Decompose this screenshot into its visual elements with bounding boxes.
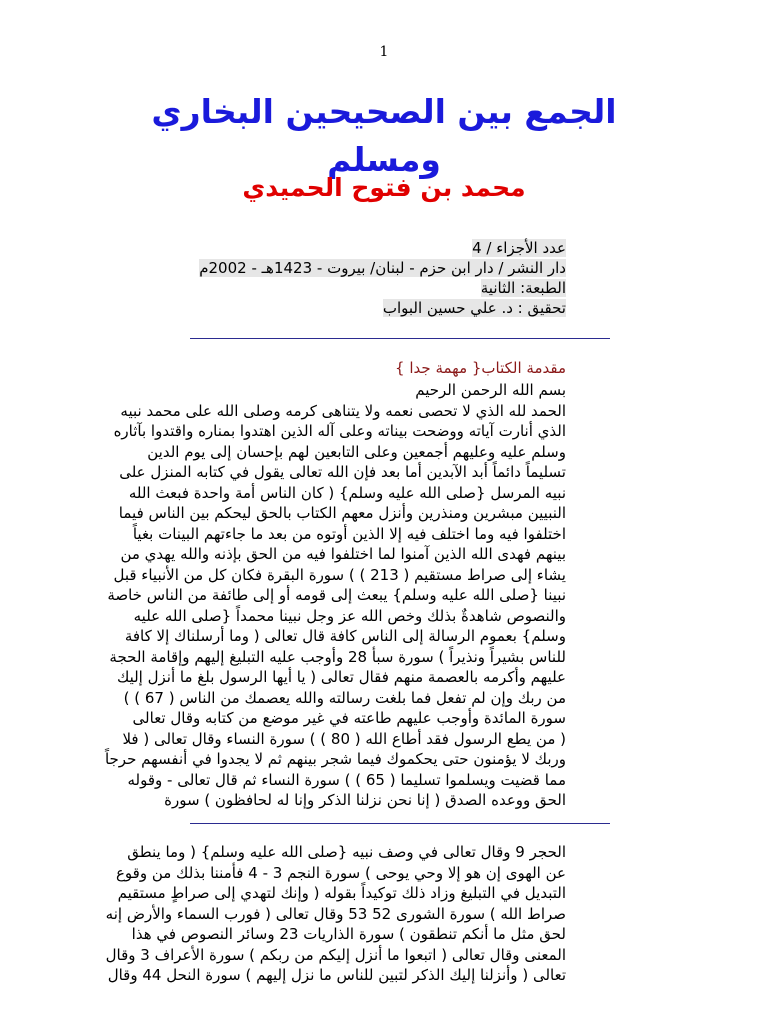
text-line: مما قضيت ويسلموا تسليما ( 65 ) ) سورة النساء ثم قال تعالى - وقوله — [127, 770, 566, 789]
text-line: تعالى ( وأنزلنا إليك الذكر لتبين للناس ما نزل إليهم ) سورة النحل 44 وقال — [107, 966, 566, 984]
text-line: وربك لا يؤمنون حتى يحكموك فيما شجر بينهم ثم لا يجدوا في أنفسهم حرجاً — [104, 750, 566, 768]
publication-info — [199, 238, 566, 318]
text-line: عليهم وأكرمه بالعصمة منهم فقال تعالى ( يا أيها الرسول بلغ ما أنزل إليك — [116, 668, 566, 686]
intro-paragraph — [104, 380, 566, 811]
text-line: الذي أنارت آياته ووضحت بيناته وعلى آله الذين اهتدوا بمناره واقتدوا بآثاره — [113, 422, 566, 440]
text-line: نبينا {صلى الله عليه وسلم} يبعث إلى قومه أو إلى طائفة من الناس خاصة — [107, 586, 566, 604]
publisher-line: دار النشر / دار ابن حزم - لبنان/ بيروت - 1423هـ - 2002م — [199, 259, 566, 277]
text-line: وسلم} بعموم الرسالة إلى الناس كافة قال تعالى ( وما أرسلناك إلا كافة — [124, 627, 566, 645]
text-line: النبيين مبشرين ومنذرين وأنزل معهم الكتاب بالحق ليحكم بين الناس فيما — [118, 504, 566, 522]
divider — [190, 823, 610, 824]
text-line: تسليماً دائماً أبد الآبدين أما بعد فإن الله تعالى يقول في كتابه المنزل على — [119, 463, 566, 481]
divider — [190, 338, 610, 339]
text-line: من ربك وإن لم تفعل فما بلغت رسالته والله يعصمك من الناس ( 67 ) ) — [123, 688, 566, 707]
continued-paragraph — [105, 842, 566, 986]
page-number: 1 — [379, 44, 389, 60]
text-line: يشاء إلى صراط مستقيم ( 213 ) ) سورة البقرة فكان كل من الأنبياء قبل — [113, 565, 566, 584]
text-line: الحجر 9 وقال تعالى في وصف نبيه {صلى الله عليه وسلم} ( وما ينطق — [127, 843, 566, 861]
text-line: الحمد لله الذي لا تحصى نعمه ولا يتناهى كرمه وصلى الله على محمد نبيه — [120, 401, 566, 420]
section-heading: مقدمة الكتاب{ مهمة جدا } — [395, 359, 566, 377]
editor-line: تحقيق : د. علي حسين البواب — [382, 299, 566, 317]
text-line: بسم الله الرحمن الرحيم — [415, 381, 566, 399]
text-line: نبيه المرسل {صلى الله عليه وسلم} ( كان الناس أمة واحدة فبعث الله — [128, 483, 566, 502]
text-line: الحق ووعده الصدق ( إنا نحن نزلنا الذكر وإنا له لحافظون ) سورة — [164, 791, 566, 809]
text-line: سورة المائدة وأوجب عليهم طاعته في غير موضع من كتابه وقال تعالى — [132, 709, 566, 727]
text-line: بينهم فهدى الله الذين آمنوا لما اختلفوا فيه من الحق بإذنه والله يهدي من — [120, 545, 566, 563]
edition-line: الطبعة: الثانية — [480, 279, 566, 297]
text-line: ( من يطع الرسول فقد أطاع الله ( 80 ) ) سورة النساء وقال تعالى ( فلا — [122, 729, 566, 748]
book-title-line-1: الجمع بين الصحيحين البخاري — [151, 92, 617, 131]
volumes-count: عدد الأجزاء / 4 — [472, 239, 566, 257]
text-line: المعنى وقال تعالى ( اتبعوا ما أنزل إليكم من ربكم ) سورة الأعراف 3 وقال — [105, 945, 566, 964]
text-line: عن الهوى إن هو إلا وحي يوحى ) سورة النجم 3 - 4 فأمننا بذلك من وقوع — [115, 863, 566, 882]
text-line: والنصوص شاهدةٌ بذلك وخص الله عز وجل نبينا محمداً {صلى الله عليه — [133, 606, 566, 625]
text-line: للناس بشيراً ونذيراً ) سورة سبأ 28 وأوجب عليه التبليغ إليهم وإقامة الحجة — [109, 647, 566, 666]
book-title-line-2: ومسلم — [327, 140, 441, 179]
text-line: صراط الله ) سورة الشورى 52 53 وقال تعالى ( فورب السماء والأرض إنه — [105, 904, 566, 923]
author-name: محمد بن فتوح الحميدي — [242, 173, 526, 202]
text-line: لحق مثل ما أنكم تنطقون ) سورة الذاريات 23 وسائر النصوص في هذا — [131, 925, 566, 943]
text-line: اختلفوا فيه وما اختلف فيه إلا الذين أوتوه من بعد ما جاءتهم البينات بغياً — [132, 524, 566, 543]
text-line: وسلم عليه وعليهم أجمعين وعلى التابعين لهم بإحسان إلى يوم الدين — [147, 442, 566, 461]
text-line: التبديل في التبليغ وزاد ذلك توكيداً بقوله ( وإنك لتهدي إلى صراطٍ مستقيم — [117, 884, 566, 902]
